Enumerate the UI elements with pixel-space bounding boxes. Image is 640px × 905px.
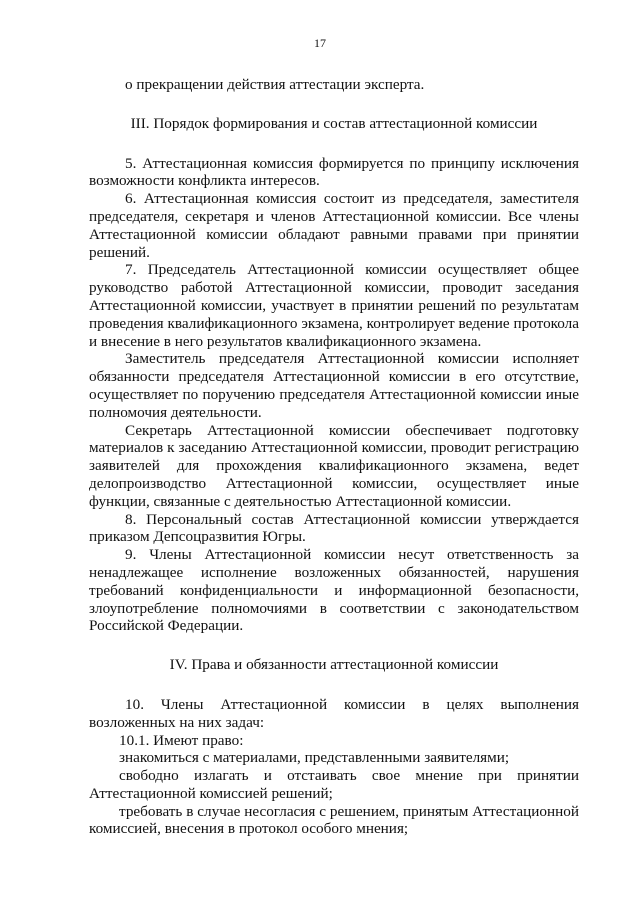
paragraph-9: 9. Члены Аттестационной комиссии несут ответственность за ненадлежащее исполнение возложенных обязанностей, нарушения требований конфиденциальности и информационной безопасности, злоупотребление полномочиями в соответствии с законодательством Российской Федерации.: [89, 546, 579, 635]
paragraph-10: 10. Члены Аттестационной комиссии в целях выполнения возложенных на них задач:: [89, 695, 579, 731]
paragraph-secretary: Секретарь Аттестационной комиссии обеспечивает подготовку материалов к заседанию Аттестационной комиссии, проводит регистрацию заявителей для прохождения квалификационного экзамена, ведет делопроизводство Аттестационной комиссии, осуществляет иные функции, связанные с деятельностью Аттестационной комиссии.: [89, 421, 579, 510]
list-item-right-2: свободно излагать и отстаивать свое мнение при принятии Аттестационной комиссией решений;: [89, 767, 579, 802]
section-heading-iv: IV. Права и обязанности аттестационной комиссии: [169, 656, 499, 674]
paragraph-8: 8. Персональный состав Аттестационной комиссии утверждается приказом Депсоцразвития Югры.: [89, 510, 579, 546]
paragraph-10-1: 10.1. Имеют право:: [119, 731, 244, 749]
list-item-right-3: требовать в случае несогласия с решением, принятым Аттестационной комиссией, внесения в протокол особого мнения;: [89, 802, 579, 838]
document-body: [89, 76, 579, 838]
page-number: 17: [314, 36, 326, 50]
paragraph-deputy-chair: Заместитель председателя Аттестационной комиссии исполняет обязанности председателя Аттестационной комиссии в его отсутствие, осуществляет по поручению председателя Аттестационной комиссии иные полномочия деятельности.: [89, 350, 579, 421]
paragraph-6: 6. Аттестационная комиссия состоит из председателя, заместителя председателя, секретаря и членов Аттестационной комиссии. Все члены Аттестационной комиссии обладают равными правами при принятии решений.: [89, 190, 579, 261]
list-item-right-1: знакомиться с материалами, представленными заявителями;: [119, 749, 510, 767]
paragraph-7: 7. Председатель Аттестационной комиссии осуществляет общее руководство работой Аттестационной комиссии, проводит заседания Аттестационной комиссии, участвует в принятии решений по результатам проведения квалификационного экзамена, контролирует ведение протокола и внесение в него результатов квалификационного экзамена.: [89, 261, 579, 350]
paragraph-continuation: о прекращении действия аттестации эксперта.: [125, 76, 425, 93]
paragraph-5: 5. Аттестационная комиссия формируется по принципу исключения возможности конфликта интересов.: [89, 154, 579, 190]
section-heading-iii: III. Порядок формирования и состав аттестационной комиссии: [130, 114, 538, 132]
